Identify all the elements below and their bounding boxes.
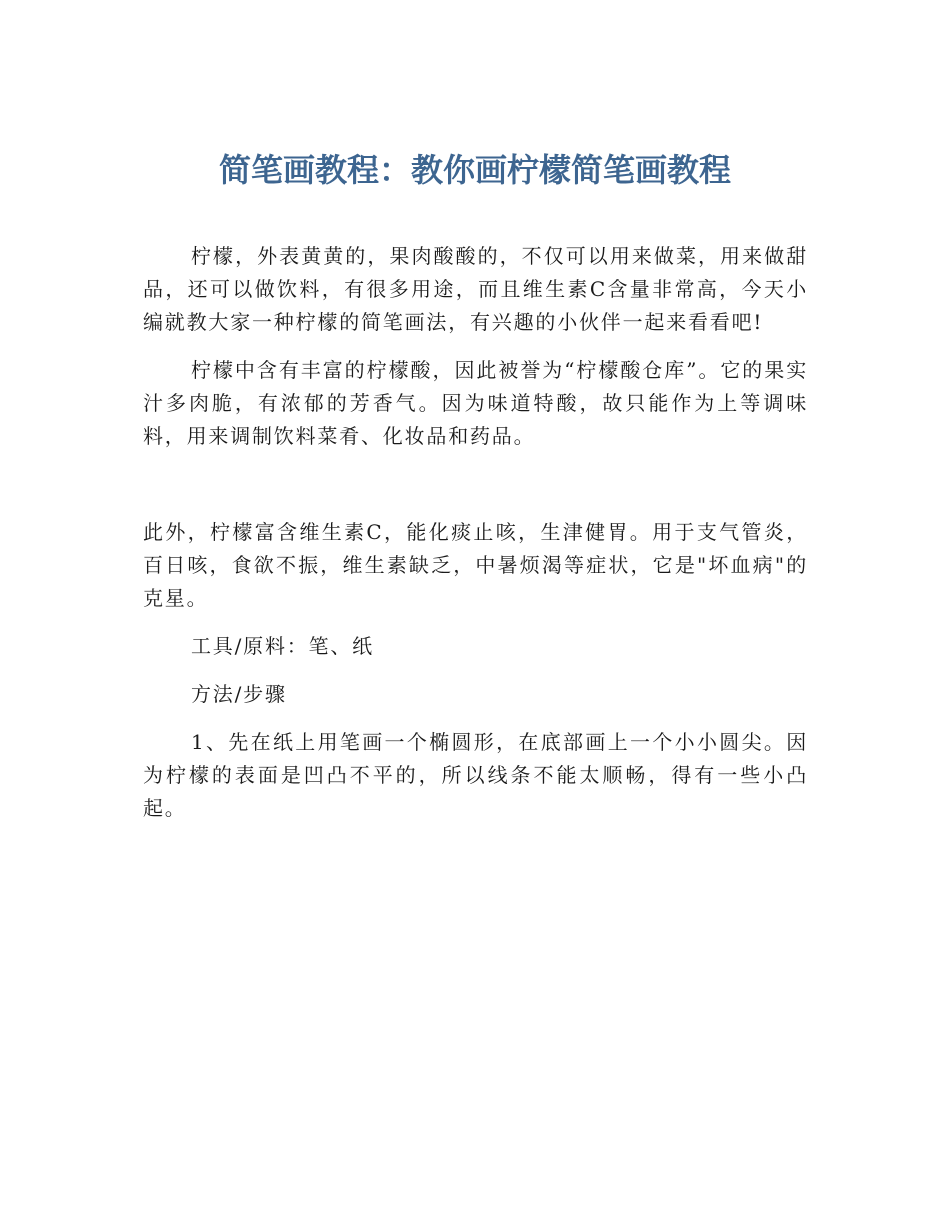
paragraph-method-heading: 方法/步骤 — [191, 682, 287, 706]
document-title: 简笔画教程：教你画柠檬简笔画教程 — [218, 151, 731, 189]
paragraph-tools: 工具/原料：笔、纸 — [191, 634, 374, 658]
paragraph-citric-acid: 柠檬中含有丰富的柠檬酸，因此被誉为“柠檬酸仓库”。它的果实汁多肉脆，有浓郁的芳香气。因为味道特酸，故只能作为上等调味料，用来调制饮料菜肴、化妆品和药品。 — [143, 358, 808, 448]
paragraph-vitamin-c: 此外，柠檬富含维生素C，能化痰止咳，生津健胃。用于支气管炎，百日咳，食欲不振，维生素缺乏，中暑烦渴等症状，它是"坏血病"的克星。 — [143, 520, 808, 610]
paragraph-intro: 柠檬，外表黄黄的，果肉酸酸的，不仅可以用来做菜，用来做甜品，还可以做饮料，有很多用途，而且维生素C含量非常高，今天小编就教大家一种柠檬的简笔画法，有兴趣的小伙伴一起来看看吧! — [143, 244, 808, 334]
paragraph-step-1: 1、先在纸上用笔画一个椭圆形，在底部画上一个小小圆尖。因为柠檬的表面是凹凸不平的，所以线条不能太顺畅，得有一些小凸起。 — [143, 730, 808, 820]
document-body — [143, 240, 808, 840]
